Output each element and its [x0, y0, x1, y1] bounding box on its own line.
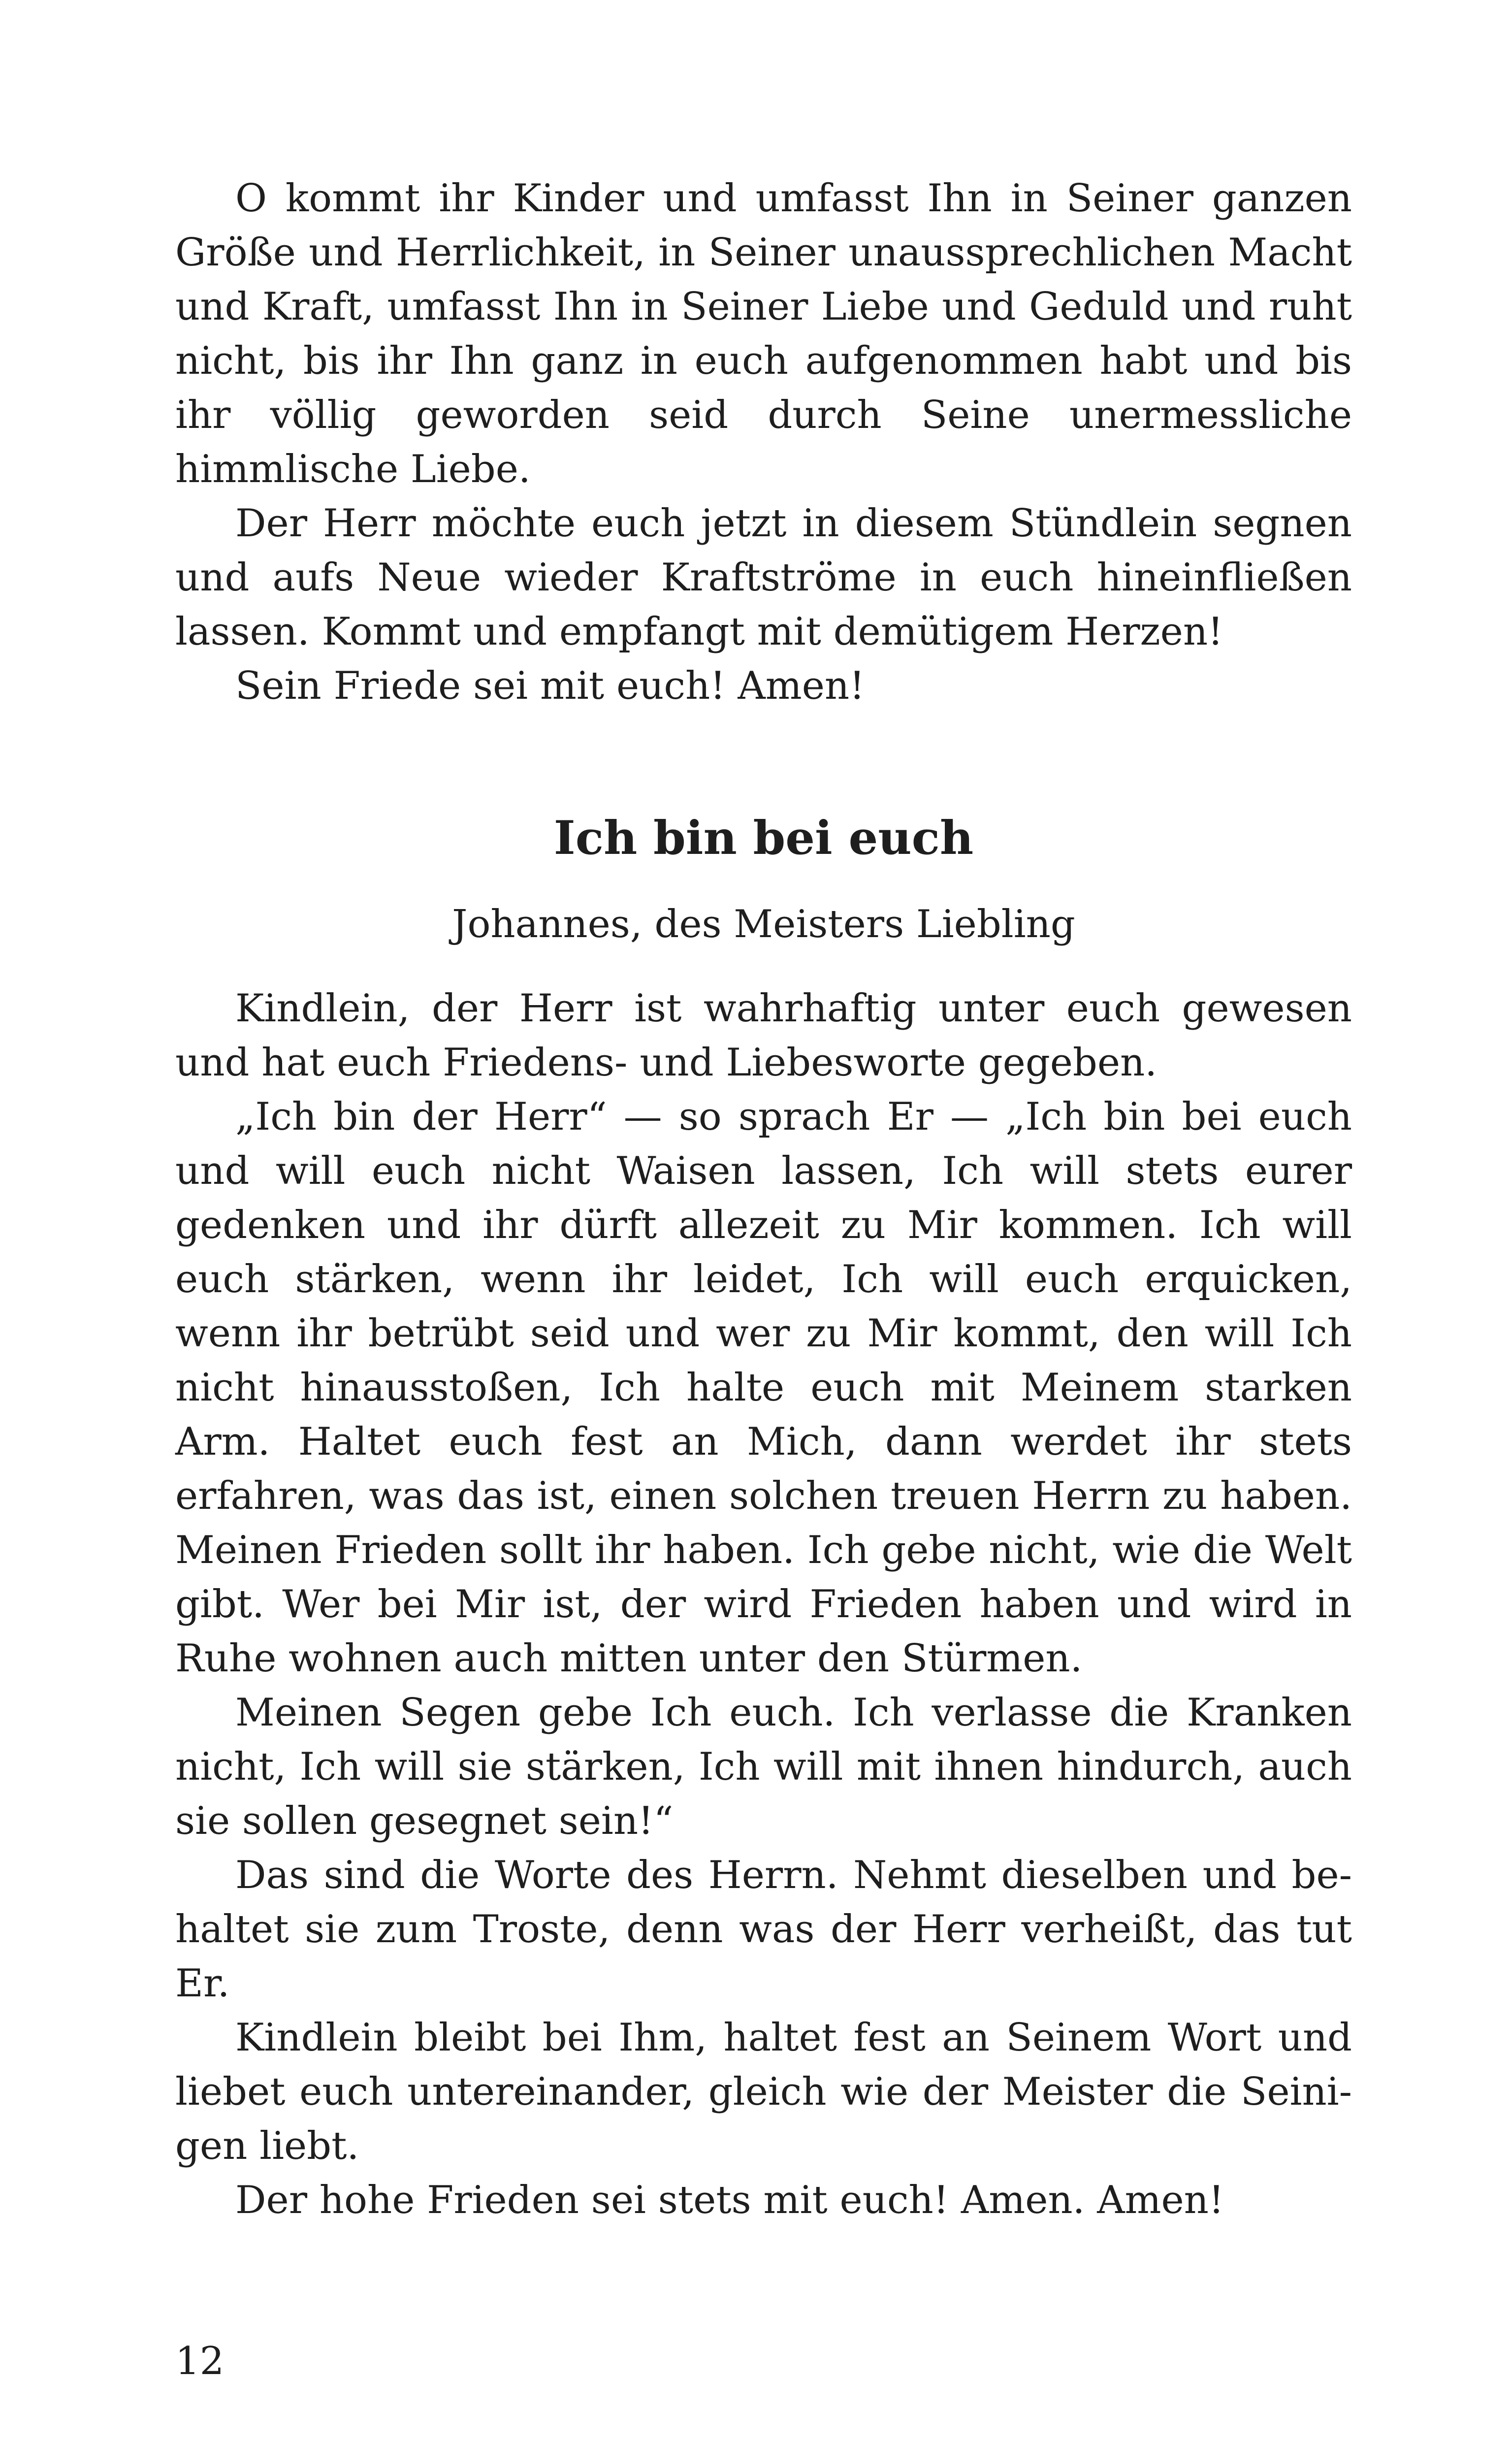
section-title: Ich bin bei euch: [553, 811, 974, 865]
body-text-section: [175, 981, 1352, 2227]
body-text-top: [175, 171, 1352, 713]
paragraph: Kindlein, der Herr ist wahrhaftig unter euch gewesen und hat euch Friedens- und Liebesworte gegeben.: [175, 986, 1352, 1085]
paragraph: „Ich bin der Herr“ — so sprach Er — „Ich bin bei euch und will euch nicht Waisen lassen, Ich will stets eurer gedenken und ihr dürft allezeit zu Mir kommen. Ich will euch stärken, wenn ihr leidet, Ich will euch erquicken, wenn ihr betrübt seid und wer zu Mir kommt, den will Ich nicht hinausstoßen, Ich halte euch mit Meinem starken Arm. Haltet euch fest an Mich, dann werdet ihr stets erfahren, was das ist, einen solchen treuen Herrn zu haben. Meinen Frieden sollt ihr haben. Ich gebe nicht, wie die Welt gibt. Wer bei Mir ist, der wird Frieden haben und wird in Ruhe wohnen auch mitten unter den Stürmen.: [175, 1095, 1352, 1681]
paragraph: Kindlein bleibt bei Ihm, haltet fest an Seinem Wort und liebet euch untereinander, gleich wie der Meister die Seinigen liebt.: [175, 2016, 1352, 2168]
paragraph: Sein Friede sei mit euch! Amen!: [235, 664, 865, 708]
page-number: 12: [175, 2339, 225, 2383]
paragraph: Der Herr möchte euch jetzt in diesem Stündlein segnen und aufs Neue wieder Kraftströme in euch hineinfließen lassen. Kommt und empfangt mit demütigem Herzen!: [175, 501, 1352, 654]
paragraph: Meinen Segen gebe Ich euch. Ich verlasse die Kranken nicht, Ich will sie stärken, Ich will mit ihnen hindurch, auch sie sollen gesegnet sein!“: [175, 1691, 1352, 1843]
paragraph: O kommt ihr Kinder und umfasst Ihn in Seiner ganzen Größe und Herrlichkeit, in Seiner unaussprechlichen Macht und Kraft, umfasst Ihn in Seiner Liebe und Geduld und ruht nicht, bis ihr Ihn ganz in euch aufgenommen habt und bis ihr völlig geworden seid durch Seine unermessliche himmlische Liebe.: [175, 176, 1352, 491]
section-subtitle: Johannes, des Meisters Liebling: [452, 902, 1075, 946]
paragraph: Das sind die Worte des Herrn. Nehmt dieselben und behaltet sie zum Troste, denn was der Herr verheißt, das tut Er.: [175, 1853, 1352, 2006]
paragraph: Der hohe Frieden sei stets mit euch! Amen. Amen!: [235, 2178, 1224, 2222]
